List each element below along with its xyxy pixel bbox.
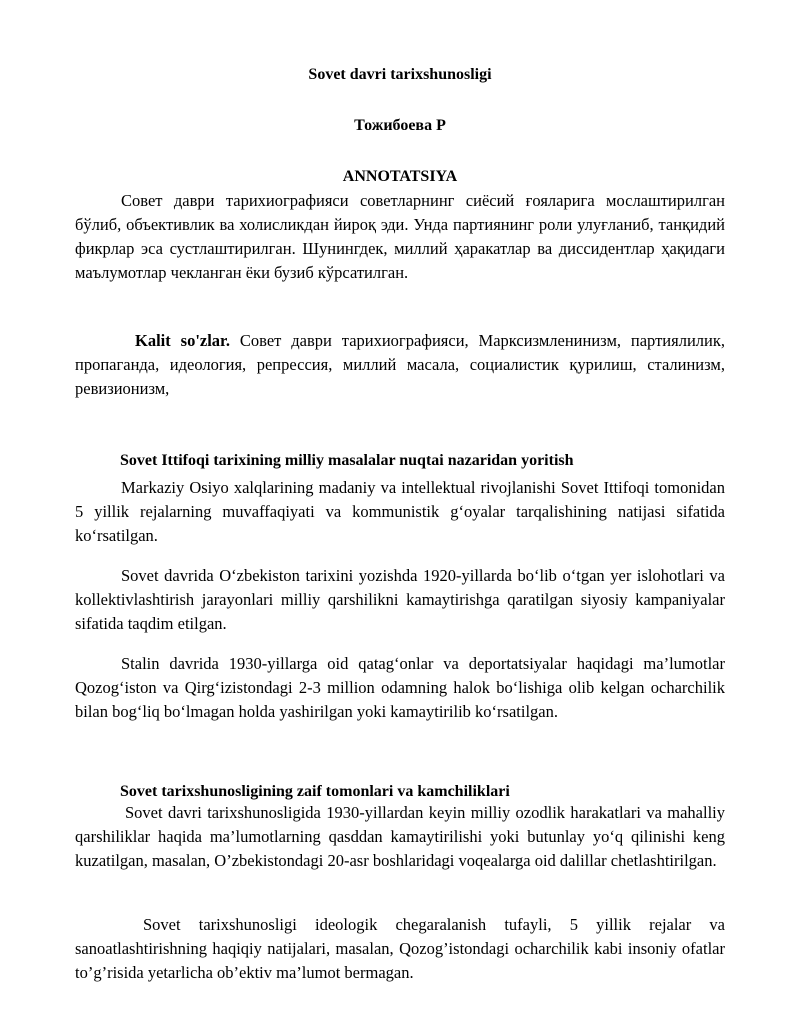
annotation-heading: ANNOTATSIYA: [342, 168, 458, 185]
section1-paragraph: Stalin davrida 1930-yillarga oid qatag‘onlar va deportatsiyalar haqidagi ma’lumotlar Qozog‘iston va Qirg‘izistondagi 2-3 million odamning halok bo‘lishiga olib kelgan ocharchilik bilan bog‘liq bo‘lmagan holda yashirilgan yoki kamaytirilib ko‘rsatilgan.: [75, 654, 725, 721]
author-name: Тожибоева Р: [354, 117, 446, 134]
keywords-paragraph: [75, 329, 725, 401]
keywords-label: Kalit so'zlar.: [135, 331, 230, 350]
section2-paragraph: Sovet tarixshunosligi ideologik chegaralanish tufayli, 5 yillik rejalar va sanoatlashtirishning haqiqiy natijalari, masalan, Qozog’istondagi ocharchilik kabi insoniy ofatlar to’g’risida yetarlicha ob’ektiv ma’lumot bermagan.: [75, 915, 725, 982]
keywords-list: Совет даври тарихиографияси, Марксизмленинизм, партиялилик, пропаганда, идеология, репрессия, миллий масала, социалистик қурилиш, сталинизм, ревизионизм,: [75, 331, 725, 398]
section-heading-weaknesses: Sovet tarixshunosligining zaif tomonlari va kamchiliklari: [120, 783, 510, 800]
annotation-paragraph: Совет даври тарихиографияси советларнинг сиёсий ғояларига мослаштирилган бўлиб, объективлик ва холисликдан йироқ эди. Унда партиянинг роли улуғланиб, танқидий фикрлар эса сустлаштирилган. Шунингдек, миллий ҳаракатлар ва диссидентлар ҳақидаги маълумотлар чекланган ёки бузиб кўрсатилган.: [75, 191, 725, 282]
section-heading-national-issues: Sovet Ittifoqi tarixining milliy masalalar nuqtai nazaridan yoritish: [120, 452, 574, 469]
section1-paragraph: Sovet davrida O‘zbekiston tarixini yozishda 1920-yillarda bo‘lib o‘tgan yer islohotlari va kollektivlashtirish jarayonlari milliy qarshilikni kamaytirishga qaratilgan siyosiy kampaniyalar sifatida taqdim etilgan.: [75, 566, 725, 633]
document-title: Sovet davri tarixshunosligi: [308, 66, 492, 83]
section1-paragraph: Markaziy Osiyo xalqlarining madaniy va intellektual rivojlanishi Sovet Ittifoqi tomonidan 5 yillik rejalarning muvaffaqiyati va kommunistik g‘oyalar tarqalishining natijasi sifatida ko‘rsatilgan.: [75, 478, 725, 545]
section2-paragraph: Sovet davri tarixshunosligida 1930-yillardan keyin milliy ozodlik harakatlari va mahalliy qarshiliklar haqida ma’lumotlarning qasddan kamaytirilishi yoki butunlay yo‘q qilinishi keng kuzatilgan, masalan, O’zbekistondagi 20-asr boshlaridagi voqealarga oid dalillar chetlashtirilgan.: [75, 803, 725, 870]
